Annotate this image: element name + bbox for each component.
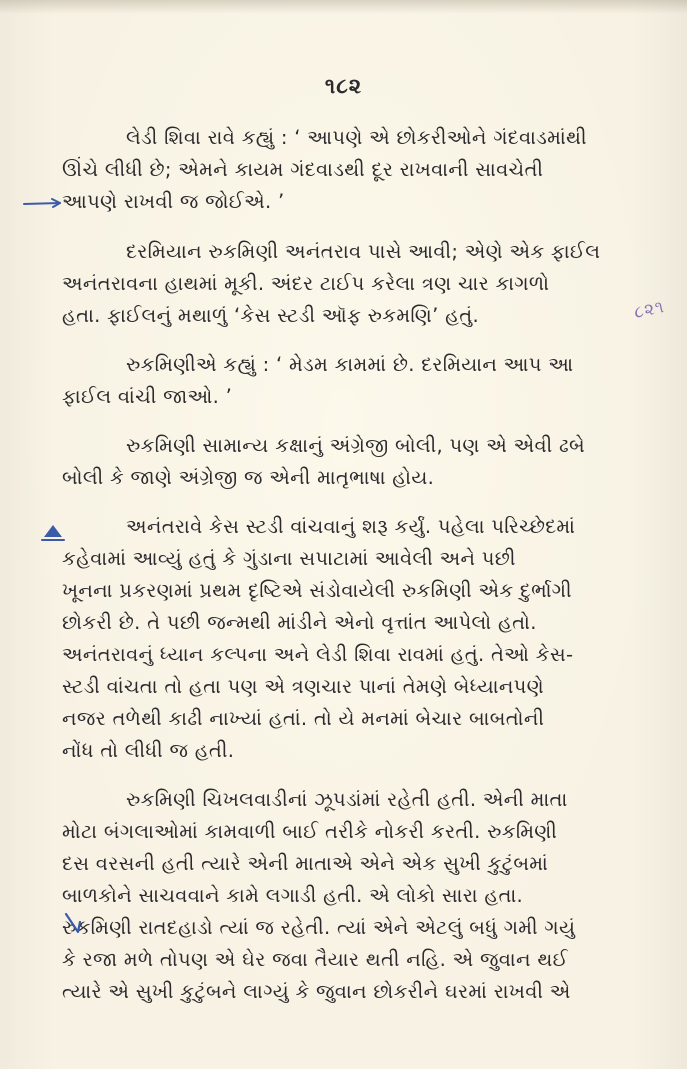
pen-triangle-mark-icon <box>40 517 66 543</box>
paragraph-6: રુકમિણી ચિખલવાડીનાં ઝૂપડાંમાં રહેતી હતી. એની માતા મોટા બંગલાઓમાં કામવાળી બાઈ તરીકે નોકરી કરતી. રુકમિણી દસ વરસની હતી ત્યારે એની માતાએ એને એક સુખી કુટુંબમાં બાળકોને સાચવવાને કામે લગાડી હતી. એ લોકો સારા હતા. રુકમિણી રાતદહાડો ત્યાં જ રહેતી. ત્યાં એને એટલું બધું ગમી ગયું કે રજા મળે તોપણ એ ઘેર જવા તૈયાર થતી નહિ. એ જુવાન થઈ ત્યારે એ સુખી કુટુંબને લાગ્યું કે જુવાન છોકરીને ઘરમાં રાખવી એ <box>62 788 576 1003</box>
pen-check-mark-icon <box>62 910 92 940</box>
handwritten-margin-note: ૮૨૧ <box>632 297 667 323</box>
page-edge-shadow <box>0 0 687 14</box>
paragraph-2: દરમિયાન રુકમિણી અનંતરાવ પાસે આવી; એણે એક ફાઈલ અનંતરાવના હાથમાં મૂકી. અંદર ટાઈપ કરેલા ત્રણ ચાર કાગળો હતા. ફાઈલનું મથાળું ‘કેસ સ્ટડી ઑફ રુકમણિ’ હતું. <box>62 240 601 327</box>
pen-arrow-mark-icon <box>22 196 64 210</box>
paragraph-3: રુકમિણીએ કહ્યું : ‘ મેડમ કામમાં છે. દરમિયાન આપ આ ફાઈલ વાંચી જાઓ. ’ <box>62 353 574 408</box>
paragraph-1: લેડી શિવા રાવે કહ્યું : ‘ આપણે એ છોકરીઓને ગંદવાડમાંથી ઊંચે લીધી છે; એમને કાયમ ગંદવાડથી દૂર રાખવાની સાવચેતી આપણે રાખવી જ જોઈએ. ’ <box>62 126 587 213</box>
paragraph-5: અનંતરાવે કેસ સ્ટડી વાંચવાનું શરૂ કર્યું. પહેલા પરિચ્છેદમાં કહેવામાં આવ્યું હતું કે ગુંડાના સપાટામાં આવેલી અને પછી ખૂનના પ્રકરણમાં પ્રથમ દૃષ્ટિએ સંડોવાયેલી રુકમિણી એક દુર્ભાગી છોકરી છે. તે પછી જન્મથી માંડીને એનો વૃત્તાંત આપેલો હતો. અનંતરાવનું ધ્યાન કલ્પના અને લેડી શિવા રાવમાં હતું. તેઓ કેસ- સ્ટડી વાંચતા તો હતા પણ એ ત્રણચાર પાનાં તેમણે બેધ્યાનપણે નજર તળેથી કાઢી નાખ્યાં હતાં. તો યે મનમાં બેચાર બાબતોની નોંધ તો લીધી જ હતી. <box>62 515 576 762</box>
page-number: ૧૮૨ <box>324 74 363 98</box>
paragraph-4: રુકમિણી સામાન્ય કક્ષાનું અંગ્રેજી બોલી, પણ એ એવી ઢબે બોલી કે જાણે અંગ્રેજી જ એની માતૃભાષા હોય. <box>62 434 585 489</box>
body-text <box>62 122 652 1025</box>
